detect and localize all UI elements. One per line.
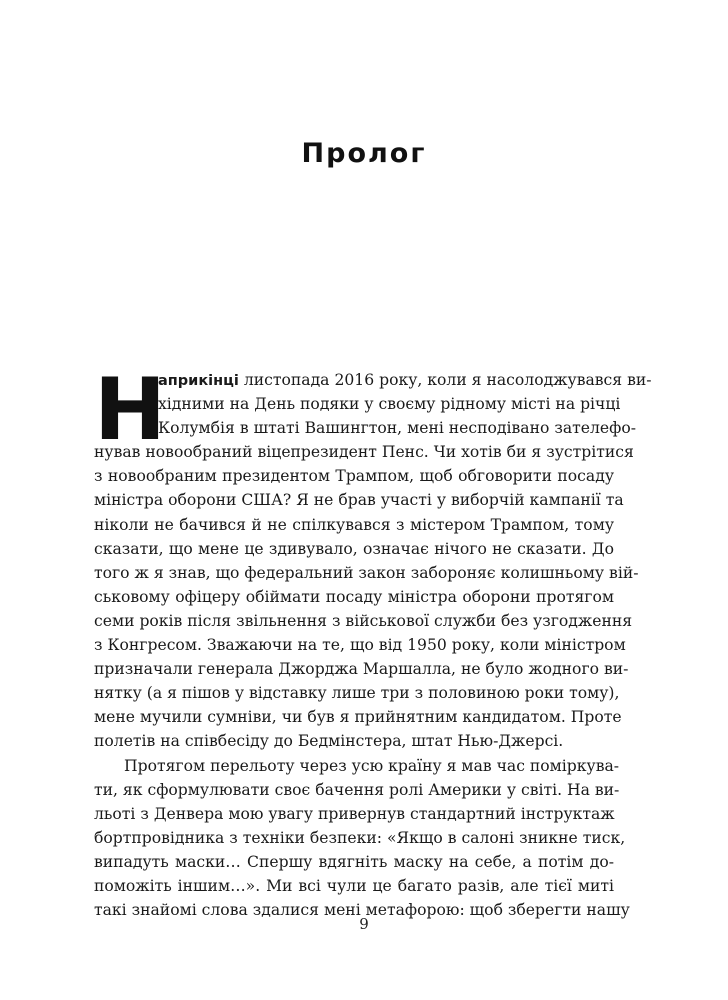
lead-word: априкінці [158, 373, 239, 389]
text-line: того ж я знав, що федеральний закон забороняє колишньому вій- [94, 563, 639, 582]
text-line: мене мучили сумніви, чи був я прийнятним кандидатом. Проте [94, 708, 622, 727]
text-line: нятку (а я пішов у відставку лише три з половиною роки тому), [94, 684, 620, 703]
text-line: Протягом перельоту через усю країну я мав час поміркува- [124, 756, 620, 775]
page-number: 9 [359, 915, 369, 933]
text-line: поможіть іншим…». Ми всі чули це багато разів, але тієї миті [94, 876, 614, 895]
text-line: випадуть маски… Спершу вдягніть маску на себе, а потім до- [94, 852, 614, 871]
text-line: априкінці листопада 2016 року, коли я насолоджувався ви- [158, 371, 652, 389]
text-line: нував новообраний віцепрезидент Пенс. Чи хотів би я зустрітися [94, 443, 634, 462]
drop-cap: Н [94, 360, 166, 460]
text-line: з новообраним президентом Трампом, щоб обговорити посаду [94, 467, 614, 486]
text-line: хідними на День подяки у своєму рідному місті на річці [158, 395, 621, 414]
chapter-title: Пролог [301, 138, 427, 169]
text-line: полетів на співбесіду до Бедмінстера, штат Нью-Джерсі. [94, 732, 564, 751]
text-line: ти, як сформулювати своє бачення ролі Америки у світі. На ви- [94, 780, 620, 799]
text-line: призначали генерала Джорджа Маршалла, не було жодного ви- [94, 660, 629, 679]
text-line: міністра оборони США? Я не брав участі у виборчій кампанії та [94, 491, 624, 510]
text-line: з Конгресом. Зважаючи на те, що від 1950 року, коли міністром [94, 636, 626, 655]
body-text [94, 360, 652, 922]
text-line: бортпровідника з техніки безпеки: «Якщо в салоні зникне тиск, [94, 828, 626, 847]
text-line: семи років після звільнення з військової служби без узгодження [94, 611, 633, 630]
text-line: такі знайомі слова здалися мені метафорою: щоб зберегти нашу [94, 901, 630, 920]
text-line: Колумбія в штаті Вашингтон, мені несподівано зателефо- [158, 419, 636, 438]
text-line: сказати, що мене це здивувало, означає нічого не сказати. До [94, 539, 614, 558]
text-line: ськовому офіцеру обіймати посаду міністра оборони протягом [94, 587, 614, 606]
text-line: ніколи не бачився й не спілкувався з містером Трампом, тому [94, 515, 614, 534]
text-line: льоті з Денвера мою увагу привернув стандартний інструктаж [94, 804, 615, 823]
